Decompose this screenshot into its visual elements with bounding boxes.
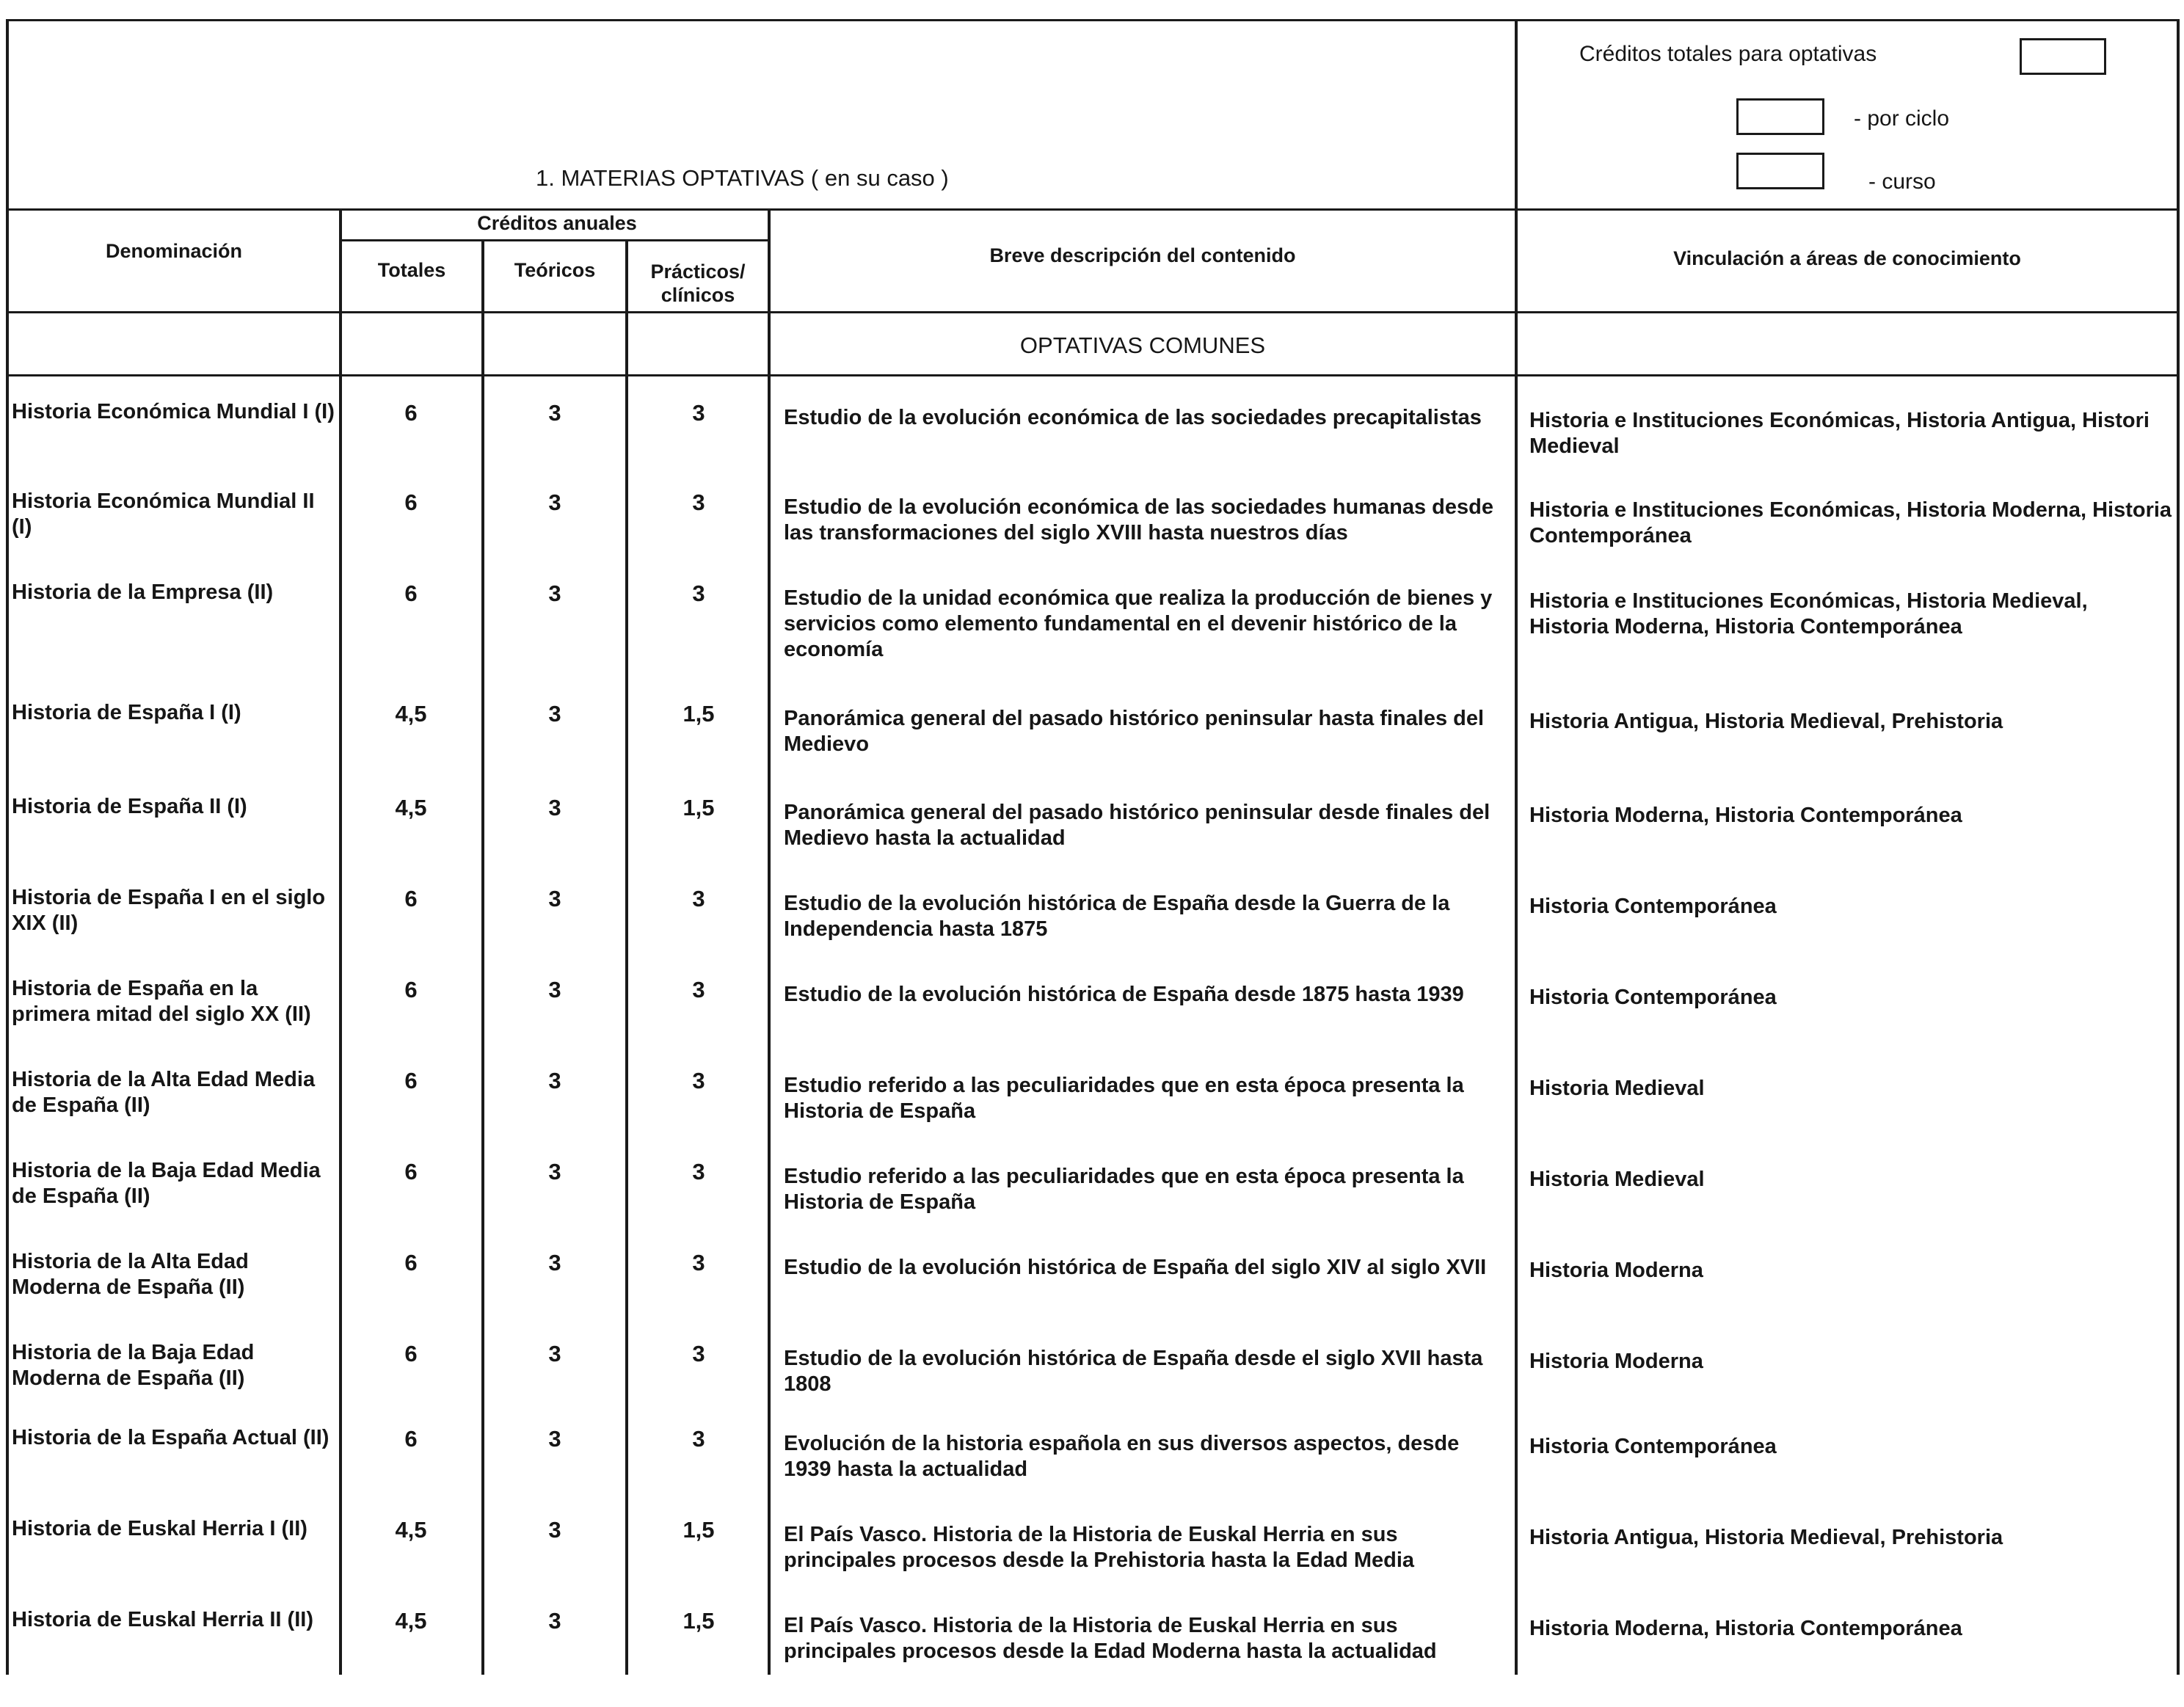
group-label-optativas-comunes: OPTATIVAS COMUNES (1019, 332, 1266, 358)
column-divider-practicos (625, 239, 628, 1675)
knowledge-area: Historia Moderna (1529, 1259, 1703, 1282)
subject-name: Historia de la Alta Edad Media de España (II) (12, 1068, 316, 1117)
subject-name: Historia de España en la primera mitad del siglo XX (II) (12, 977, 311, 1026)
knowledge-area: Historia e Instituciones Económicas, Historia Medieval, Historia Moderna, Historia Contemporánea (1529, 589, 2088, 638)
knowledge-area: Historia Contemporánea (1529, 1435, 1777, 1458)
subject-description: Estudio de la evolución histórica de España desde 1875 hasta 1939 (784, 983, 1464, 1006)
group-row-divider (6, 374, 2180, 376)
subject-name: Historia Económica Mundial I (I) (12, 400, 335, 423)
credits-theory: 3 (548, 1341, 561, 1366)
credits-theory: 3 (548, 1159, 561, 1184)
header-vinculacion: Vinculación a áreas de conocimiento (1673, 247, 2021, 269)
credits-practice: 3 (692, 1250, 705, 1275)
credits-theory: 3 (548, 795, 561, 820)
credits-total: 4,5 (395, 1608, 427, 1634)
per-cycle-label: - por ciclo (1854, 106, 1950, 131)
credits-practice: 1,5 (682, 1608, 715, 1634)
knowledge-area: Historia Moderna (1529, 1350, 1703, 1373)
subject-name: Historia de Euskal Herria II (II) (12, 1608, 313, 1631)
credits-total: 6 (404, 1159, 418, 1184)
credits-total: 6 (404, 977, 418, 1002)
knowledge-area: Historia Contemporánea (1529, 895, 1777, 918)
subject-description: El País Vasco. Historia de la Historia de Euskal Herria en sus principales procesos desde la Edad Moderna hasta la actualidad (784, 1614, 1437, 1663)
subject-name: Historia de la Alta Edad Moderna de España (II) (12, 1250, 249, 1299)
subject-description: Panorámica general del pasado histórico peninsular desde finales del Medievo hasta la actualidad (784, 801, 1490, 850)
table-left-border (6, 19, 9, 1675)
subject-name: Historia de la Baja Edad Moderna de España (II) (12, 1341, 255, 1390)
table-top-border (6, 19, 2180, 21)
credits-total: 6 (404, 1250, 418, 1275)
subject-name: Historia de Euskal Herria I (II) (12, 1517, 307, 1540)
credits-practice: 3 (692, 1341, 705, 1366)
credits-total: 6 (404, 400, 418, 426)
credits-total: 6 (404, 1426, 418, 1452)
subject-description: Estudio de la evolución económica de las sociedades humanas desde las transformaciones del siglo XVIII hasta nuestros días (784, 495, 1493, 545)
column-divider-teoricos (481, 239, 484, 1675)
credits-practice: 3 (692, 886, 705, 911)
header-teoricos: Teóricos (514, 259, 596, 281)
knowledge-area: Historia e Instituciones Económicas, Historia Moderna, Historia Contemporánea (1529, 498, 2172, 547)
credits-total: 4,5 (395, 701, 427, 727)
header-denominacion: Denominación (105, 240, 243, 262)
subject-description: Estudio de la unidad económica que realiza la producción de bienes y servicios como elemento fundamental en el devenir histórico de la economía (784, 586, 1493, 661)
subject-name: Historia Económica Mundial II (I) (12, 489, 315, 539)
subject-name: Historia de España II (I) (12, 795, 247, 818)
credits-total: 6 (404, 580, 418, 606)
column-divider-descripcion (768, 208, 771, 1675)
header-creditos-anuales: Créditos anuales (477, 212, 637, 234)
credits-theory: 3 (548, 977, 561, 1002)
subject-description: Panorámica general del pasado histórico peninsular hasta finales del Medievo (784, 707, 1485, 756)
credits-total: 6 (404, 1341, 418, 1366)
credits-theory: 3 (548, 1250, 561, 1275)
header-practicos: Prácticos/ clínicos (650, 261, 746, 307)
subject-description: Estudio de la evolución económica de las sociedades precapitalistas (784, 406, 1482, 429)
credits-total: 6 (404, 489, 418, 515)
section-header-divider (6, 208, 2180, 211)
credits-practice: 3 (692, 400, 705, 426)
credits-practice: 3 (692, 489, 705, 515)
credits-practice: 3 (692, 1426, 705, 1452)
column-divider-totales (339, 208, 342, 1675)
credits-theory: 3 (548, 1517, 561, 1543)
per-cycle-box[interactable] (1736, 98, 1824, 135)
credits-theory: 3 (548, 400, 561, 426)
credits-practice: 1,5 (682, 701, 715, 727)
per-course-label: - curso (1868, 170, 1936, 194)
subject-description: Estudio de la evolución histórica de España desde el siglo XVII hasta 1808 (784, 1347, 1483, 1396)
credits-total: 4,5 (395, 1517, 427, 1543)
credits-theory: 3 (548, 1068, 561, 1093)
credits-practice: 3 (692, 580, 705, 606)
credits-practice: 1,5 (682, 795, 715, 820)
subject-name: Historia de la España Actual (II) (12, 1426, 330, 1449)
knowledge-area: Historia Moderna, Historia Contemporánea (1529, 1617, 1962, 1640)
knowledge-area: Historia Antigua, Historia Medieval, Prehistoria (1529, 710, 2003, 733)
column-header-divider (6, 311, 2180, 313)
subject-description: Estudio de la evolución histórica de España desde la Guerra de la Independencia hasta 1875 (784, 892, 1450, 941)
knowledge-area: Historia Antigua, Historia Medieval, Prehistoria (1529, 1526, 2003, 1549)
subject-name: Historia de la Empresa (II) (12, 580, 274, 604)
credits-total: 4,5 (395, 795, 427, 820)
credits-practice: 3 (692, 1159, 705, 1184)
knowledge-area: Historia Medieval (1529, 1168, 1705, 1191)
credits-theory: 3 (548, 886, 561, 911)
credits-practice: 3 (692, 1068, 705, 1093)
credits-theory: 3 (548, 701, 561, 727)
header-descripcion: Breve descripción del contenido (989, 244, 1296, 266)
credits-total: 6 (404, 1068, 418, 1093)
annual-credits-divider (339, 239, 769, 241)
subject-name: Historia de la Baja Edad Media de España (II) (12, 1159, 321, 1208)
knowledge-area: Historia Moderna, Historia Contemporánea (1529, 804, 1962, 827)
credits-practice: 1,5 (682, 1517, 715, 1543)
credits-theory: 3 (548, 1426, 561, 1452)
subject-description: Estudio referido a las peculiaridades que en esta época presenta la Historia de España (784, 1165, 1464, 1214)
subject-description: El País Vasco. Historia de la Historia de Euskal Herria en sus principales procesos desde la Prehistoria hasta la Edad Media (784, 1523, 1415, 1572)
credits-total-label: Créditos totales para optativas (1579, 42, 1877, 66)
credits-theory: 3 (548, 1608, 561, 1634)
credits-total: 6 (404, 886, 418, 911)
credits-practice: 3 (692, 977, 705, 1002)
per-course-box[interactable] (1736, 153, 1824, 189)
subject-name: Historia de España I (I) (12, 701, 241, 724)
knowledge-area: Historia Medieval (1529, 1077, 1705, 1100)
header-totales: Totales (377, 259, 446, 281)
subject-description: Evolución de la historia española en sus diversos aspectos, desde 1939 hasta la actualidad (784, 1432, 1460, 1481)
credits-total-box[interactable] (2020, 38, 2106, 75)
subject-description: Estudio referido a las peculiaridades que en esta época presenta la Historia de España (784, 1074, 1464, 1123)
credits-theory: 3 (548, 489, 561, 515)
knowledge-area: Historia e Instituciones Económicas, Historia Antigua, Histori Medieval (1529, 409, 2150, 458)
subject-description: Estudio de la evolución histórica de España del siglo XIV al siglo XVII (784, 1256, 1487, 1279)
knowledge-area: Historia Contemporánea (1529, 986, 1777, 1009)
credits-theory: 3 (548, 580, 561, 606)
table-right-border (2177, 19, 2180, 1675)
subject-name: Historia de España I en el siglo XIX (II) (12, 886, 326, 935)
section-title: 1. MATERIAS OPTATIVAS ( en su caso ) (536, 165, 949, 191)
